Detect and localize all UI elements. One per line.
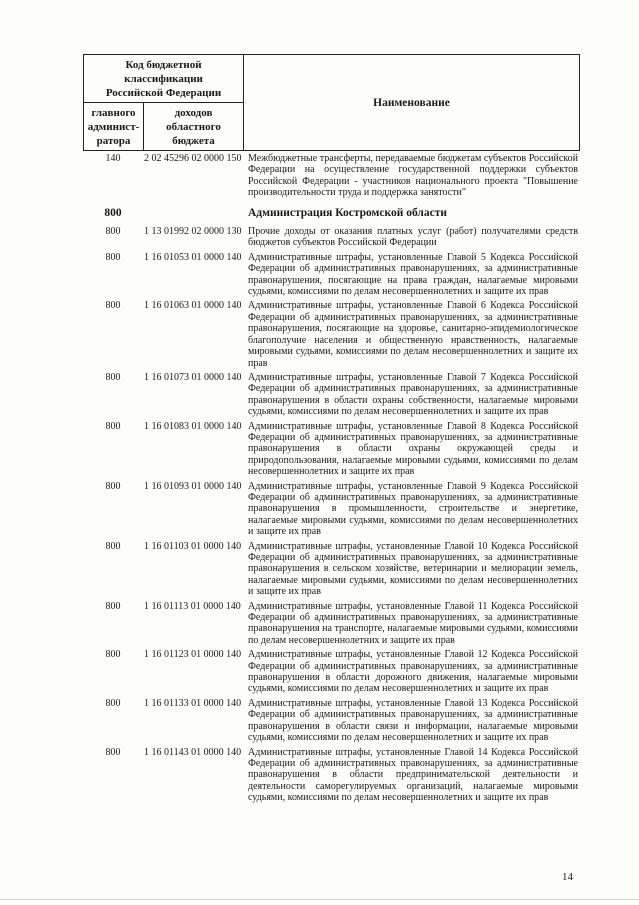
table-row [83,747,580,804]
table-row [83,649,580,695]
table-row [83,300,580,368]
table-row [83,153,580,199]
income-name: Межбюджетные трансферты, передаваемые бюджетам субъектов Российской Федерации на осуществление государственной поддержки субъектов Российской Федерации - участников национального проекта "Повышение производительности труда и поддержка занятости" [248,153,578,199]
income-code: 1 16 01103 01 0000 140 [144,540,242,552]
admin-header: главного админист-ратора [84,103,144,151]
admin-code: 800 [105,300,121,312]
admin-code: 800 [105,480,121,492]
income-name: Административные штрафы, установленные Главой 9 Кодекса Российской Федерации об административных правонарушениях, за административные правонарушения в промышленности, строительстве и энергетике, налагаемые мировыми судьями, комиссиями по делам несовершеннолетних и защите их прав [248,480,578,538]
income-code: 2 02 45296 02 0000 150 [144,153,242,164]
table-row [83,421,580,478]
page-number: 14 [562,871,573,883]
admin-code: 800 [105,371,121,383]
admin-code: 140 [105,153,121,164]
income-code: 1 16 01063 01 0000 140 [144,300,242,312]
table-row [83,601,580,647]
table-row [83,226,580,249]
income-name: Административные штрафы, установленные Главой 10 Кодекса Российской Федерации об административных правонарушениях, за административные правонарушения в сельском хозяйстве, ветеринарии и мелиорации земель, налагаемые мировыми судьями, комиссиями по делам несовершеннолетних и защите их прав [248,540,578,598]
table-row [83,481,580,538]
section-title: Администрация Костромской области [248,206,448,219]
income-name: Административные штрафы, установленные Главой 12 Кодекса Российской Федерации об административных правонарушениях, за административные правонарушения в области дорожного движения, налагаемые мировыми судьями, комиссиями по делам несовершеннолетних и защите их прав [248,649,578,695]
income-name: Прочие доходы от оказания платных услуг (работ) получателями средств бюджетов субъектов Российской Федерации [248,226,578,249]
section-admin-code: 800 [104,206,122,219]
income-name: Административные штрафы, установленные Главой 11 Кодекса Российской Федерации об административных правонарушениях, за административные правонарушения на транспорте, налагаемые мировыми судьями, комиссиями по делам несовершеннолетних и защите их прав [248,600,578,646]
income-code: 1 16 01093 01 0000 140 [144,480,242,492]
admin-code: 800 [105,600,121,612]
income-header: доходов областного бюджета [144,103,244,151]
admin-code: 800 [105,226,121,238]
top-rows [83,153,580,199]
name-header: Наименование [244,55,580,151]
table-row [83,372,580,418]
income-name: Административные штрафы, установленные Главой 7 Кодекса Российской Федерации об административных правонарушениях, за административные правонарушения в области охраны собственности, налагаемые мировыми судьями, комиссиями по делам несовершеннолетних и защите их прав [248,371,578,418]
admin-code: 800 [105,251,121,263]
main-rows [83,226,580,804]
section-income-code [143,208,244,219]
admin-code: 800 [105,420,121,432]
section-row [83,208,580,219]
income-name: Административные штрафы, установленные Главой 14 Кодекса Российской Федерации об административных правонарушениях, за административные правонарушения в области предпринимательской деятельности и деятельности саморегулируемых организаций, налагаемые мировыми судьями, комиссиями по делам несовершеннолетних и защите их прав [248,746,578,804]
income-name: Административные штрафы, установленные Главой 5 Кодекса Российской Федерации об административных правонарушениях, за административные правонарушения, посягающие на права граждан, налагаемые мировыми судьями, комиссиями по делам несовершеннолетних и защите их прав [248,251,578,298]
income-name: Административные штрафы, установленные Главой 6 Кодекса Российской Федерации об административных правонарушениях, за административные правонарушения, посягающие на здоровье, санитарно-эпидемиологическое благополучие населения и общественную нравственность, налагаемые мировыми судьями, комиссиями по делам несовершеннолетних и защите их прав [248,300,578,369]
income-code: 1 16 01133 01 0000 140 [144,697,242,709]
income-code: 1 16 01123 01 0000 140 [144,649,242,661]
page-edge-line [0,899,639,900]
admin-code: 800 [105,746,121,758]
table-row [83,252,580,298]
table-header [83,54,580,151]
income-name: Административные штрафы, установленные Главой 8 Кодекса Российской Федерации об административных правонарушениях, за административные правонарушения в области охраны окружающей среды и природопользования, налагаемые мировыми судьями, комиссиями по делам несовершеннолетних и защите их прав [248,420,578,478]
admin-code: 800 [105,649,121,661]
admin-code: 800 [105,540,121,552]
table-row [83,698,580,744]
admin-code: 800 [105,697,121,709]
table-row [83,541,580,598]
income-code: 1 16 01143 01 0000 140 [144,746,242,758]
kbk-header: Код бюджетной классификации Российской Федерации [84,55,244,103]
income-code: 1 16 01113 01 0000 140 [144,600,241,612]
income-code: 1 16 01053 01 0000 140 [144,251,242,263]
income-code: 1 16 01083 01 0000 140 [144,420,242,432]
income-name: Административные штрафы, установленные Главой 13 Кодекса Российской Федерации об административных правонарушениях, за административные правонарушения в области связи и информации, налагаемые мировыми судьями, комиссиями по делам несовершеннолетних и защите их прав [248,697,578,744]
table-body [83,153,580,807]
income-code: 1 13 01992 02 0000 130 [144,226,242,238]
income-code: 1 16 01073 01 0000 140 [144,371,242,383]
